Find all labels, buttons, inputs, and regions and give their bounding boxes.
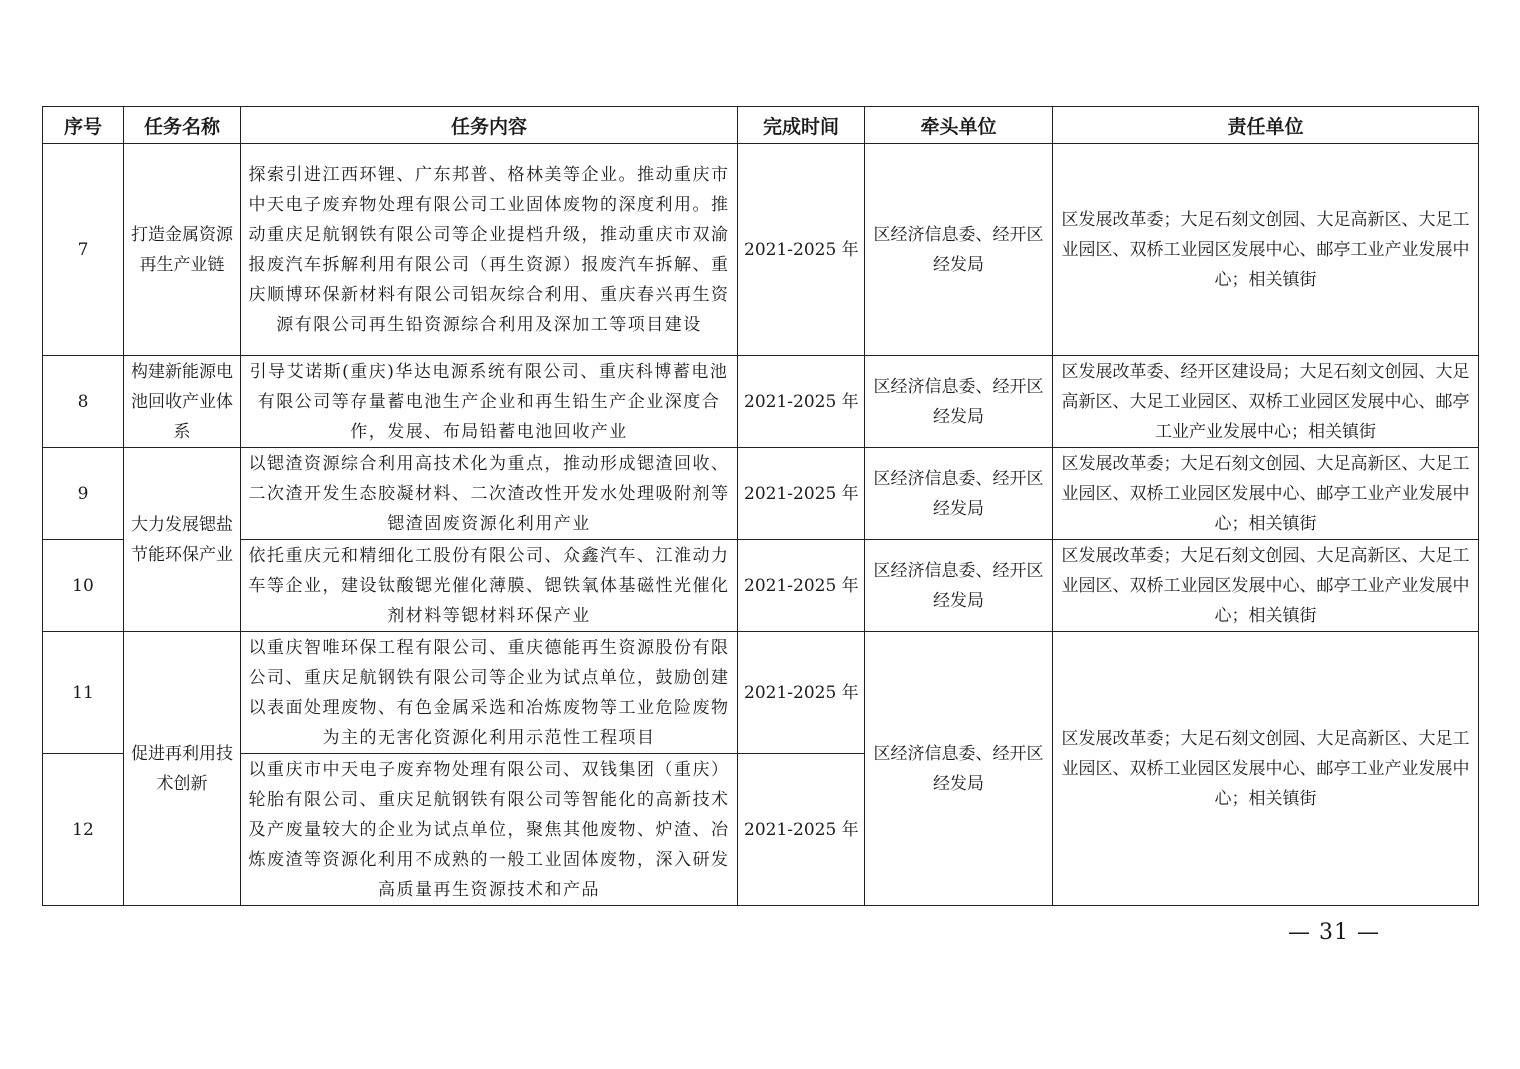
- row-task-name: 大力发展锶盐节能环保产业: [124, 448, 241, 632]
- table-row: [43, 540, 1479, 632]
- table-row: [43, 356, 1479, 448]
- header-task-name: 任务名称: [124, 107, 241, 144]
- row-completion-time: 2021-2025 年: [738, 754, 865, 906]
- row-responsible-unit: 区发展改革委；大足石刻文创园、大足高新区、大足工业园区、双桥工业园区发展中心、邮亭工业产业发展中心；相关镇街: [1053, 144, 1479, 356]
- header-completion-time: 完成时间: [738, 107, 865, 144]
- table-row: [43, 632, 1479, 754]
- row-seq: 10: [43, 540, 124, 632]
- row-seq: 11: [43, 632, 124, 754]
- row-task-content: 以重庆智唯环保工程有限公司、重庆德能再生资源股份有限公司、重庆足航钢铁有限公司等企业为试点单位，鼓励创建以表面处理废物、有色金属采选和冶炼废物等工业危险废物为主的无害化资源化利用示范性工程项目: [241, 632, 738, 754]
- row-task-content: 以重庆市中天电子废弃物处理有限公司、双钱集团（重庆）轮胎有限公司、重庆足航钢铁有限公司等智能化的高新技术及产废量较大的企业为试点单位，聚焦其他废物、炉渣、冶炼废渣等资源化利用不成熟的一般工业固体废物，深入研发高质量再生资源技术和产品: [241, 754, 738, 906]
- row-seq: 12: [43, 754, 124, 906]
- header-lead-unit: 牵头单位: [865, 107, 1053, 144]
- page-number: — 31 —: [1288, 920, 1380, 945]
- row-lead-unit: 区经济信息委、经开区经发局: [865, 632, 1053, 906]
- row-lead-unit: 区经济信息委、经开区经发局: [865, 540, 1053, 632]
- row-responsible-unit: 区发展改革委、经开区建设局；大足石刻文创园、大足高新区、大足工业园区、双桥工业园区发展中心、邮亭工业产业发展中心；相关镇街: [1053, 356, 1479, 448]
- row-responsible-unit: 区发展改革委；大足石刻文创园、大足高新区、大足工业园区、双桥工业园区发展中心、邮亭工业产业发展中心；相关镇街: [1053, 540, 1479, 632]
- header-task-content: 任务内容: [241, 107, 738, 144]
- table-row: [43, 448, 1479, 540]
- row-completion-time: 2021-2025 年: [738, 632, 865, 754]
- row-completion-time: 2021-2025 年: [738, 448, 865, 540]
- header-responsible-unit: 责任单位: [1053, 107, 1479, 144]
- row-responsible-unit: 区发展改革委；大足石刻文创园、大足高新区、大足工业园区、双桥工业园区发展中心、邮亭工业产业发展中心；相关镇街: [1053, 448, 1479, 540]
- row-lead-unit: 区经济信息委、经开区经发局: [865, 356, 1053, 448]
- row-seq: 9: [43, 448, 124, 540]
- row-task-content: 引导艾诺斯(重庆)华达电源系统有限公司、重庆科博蓄电池有限公司等存量蓄电池生产企业和再生铅生产企业深度合作，发展、布局铅蓄电池回收产业: [241, 356, 738, 448]
- row-lead-unit: 区经济信息委、经开区经发局: [865, 448, 1053, 540]
- row-task-content: 探索引进江西环锂、广东邦普、格林美等企业。推动重庆市中天电子废弃物处理有限公司工业固体废物的深度利用。推动重庆足航钢铁有限公司等企业提档升级，推动重庆市双渝报废汽车拆解利用有限公司（再生资源）报废汽车拆解、重庆顺博环保新材料有限公司铝灰综合利用、重庆春兴再生资源有限公司再生铅资源综合利用及深加工等项目建设: [241, 144, 738, 356]
- table-row: [43, 144, 1479, 356]
- row-seq: 8: [43, 356, 124, 448]
- row-seq: 7: [43, 144, 124, 356]
- task-table: [42, 106, 1479, 906]
- row-task-name: 促进再利用技术创新: [124, 632, 241, 906]
- row-lead-unit: 区经济信息委、经开区经发局: [865, 144, 1053, 356]
- row-task-name: 打造金属资源再生产业链: [124, 144, 241, 356]
- row-task-content: 依托重庆元和精细化工股份有限公司、众鑫汽车、江淮动力车等企业，建设钛酸锶光催化薄膜、锶铁氧体基磁性光催化剂材料等锶材料环保产业: [241, 540, 738, 632]
- row-responsible-unit: 区发展改革委；大足石刻文创园、大足高新区、大足工业园区、双桥工业园区发展中心、邮亭工业产业发展中心；相关镇街: [1053, 632, 1479, 906]
- header-seq: 序号: [43, 107, 124, 144]
- table-header-row: [43, 107, 1479, 144]
- row-completion-time: 2021-2025 年: [738, 144, 865, 356]
- row-completion-time: 2021-2025 年: [738, 356, 865, 448]
- row-task-content: 以锶渣资源综合利用高技术化为重点，推动形成锶渣回收、二次渣开发生态胶凝材料、二次渣改性开发水处理吸附剂等锶渣固废资源化利用产业: [241, 448, 738, 540]
- row-completion-time: 2021-2025 年: [738, 540, 865, 632]
- row-task-name: 构建新能源电池回收产业体系: [124, 356, 241, 448]
